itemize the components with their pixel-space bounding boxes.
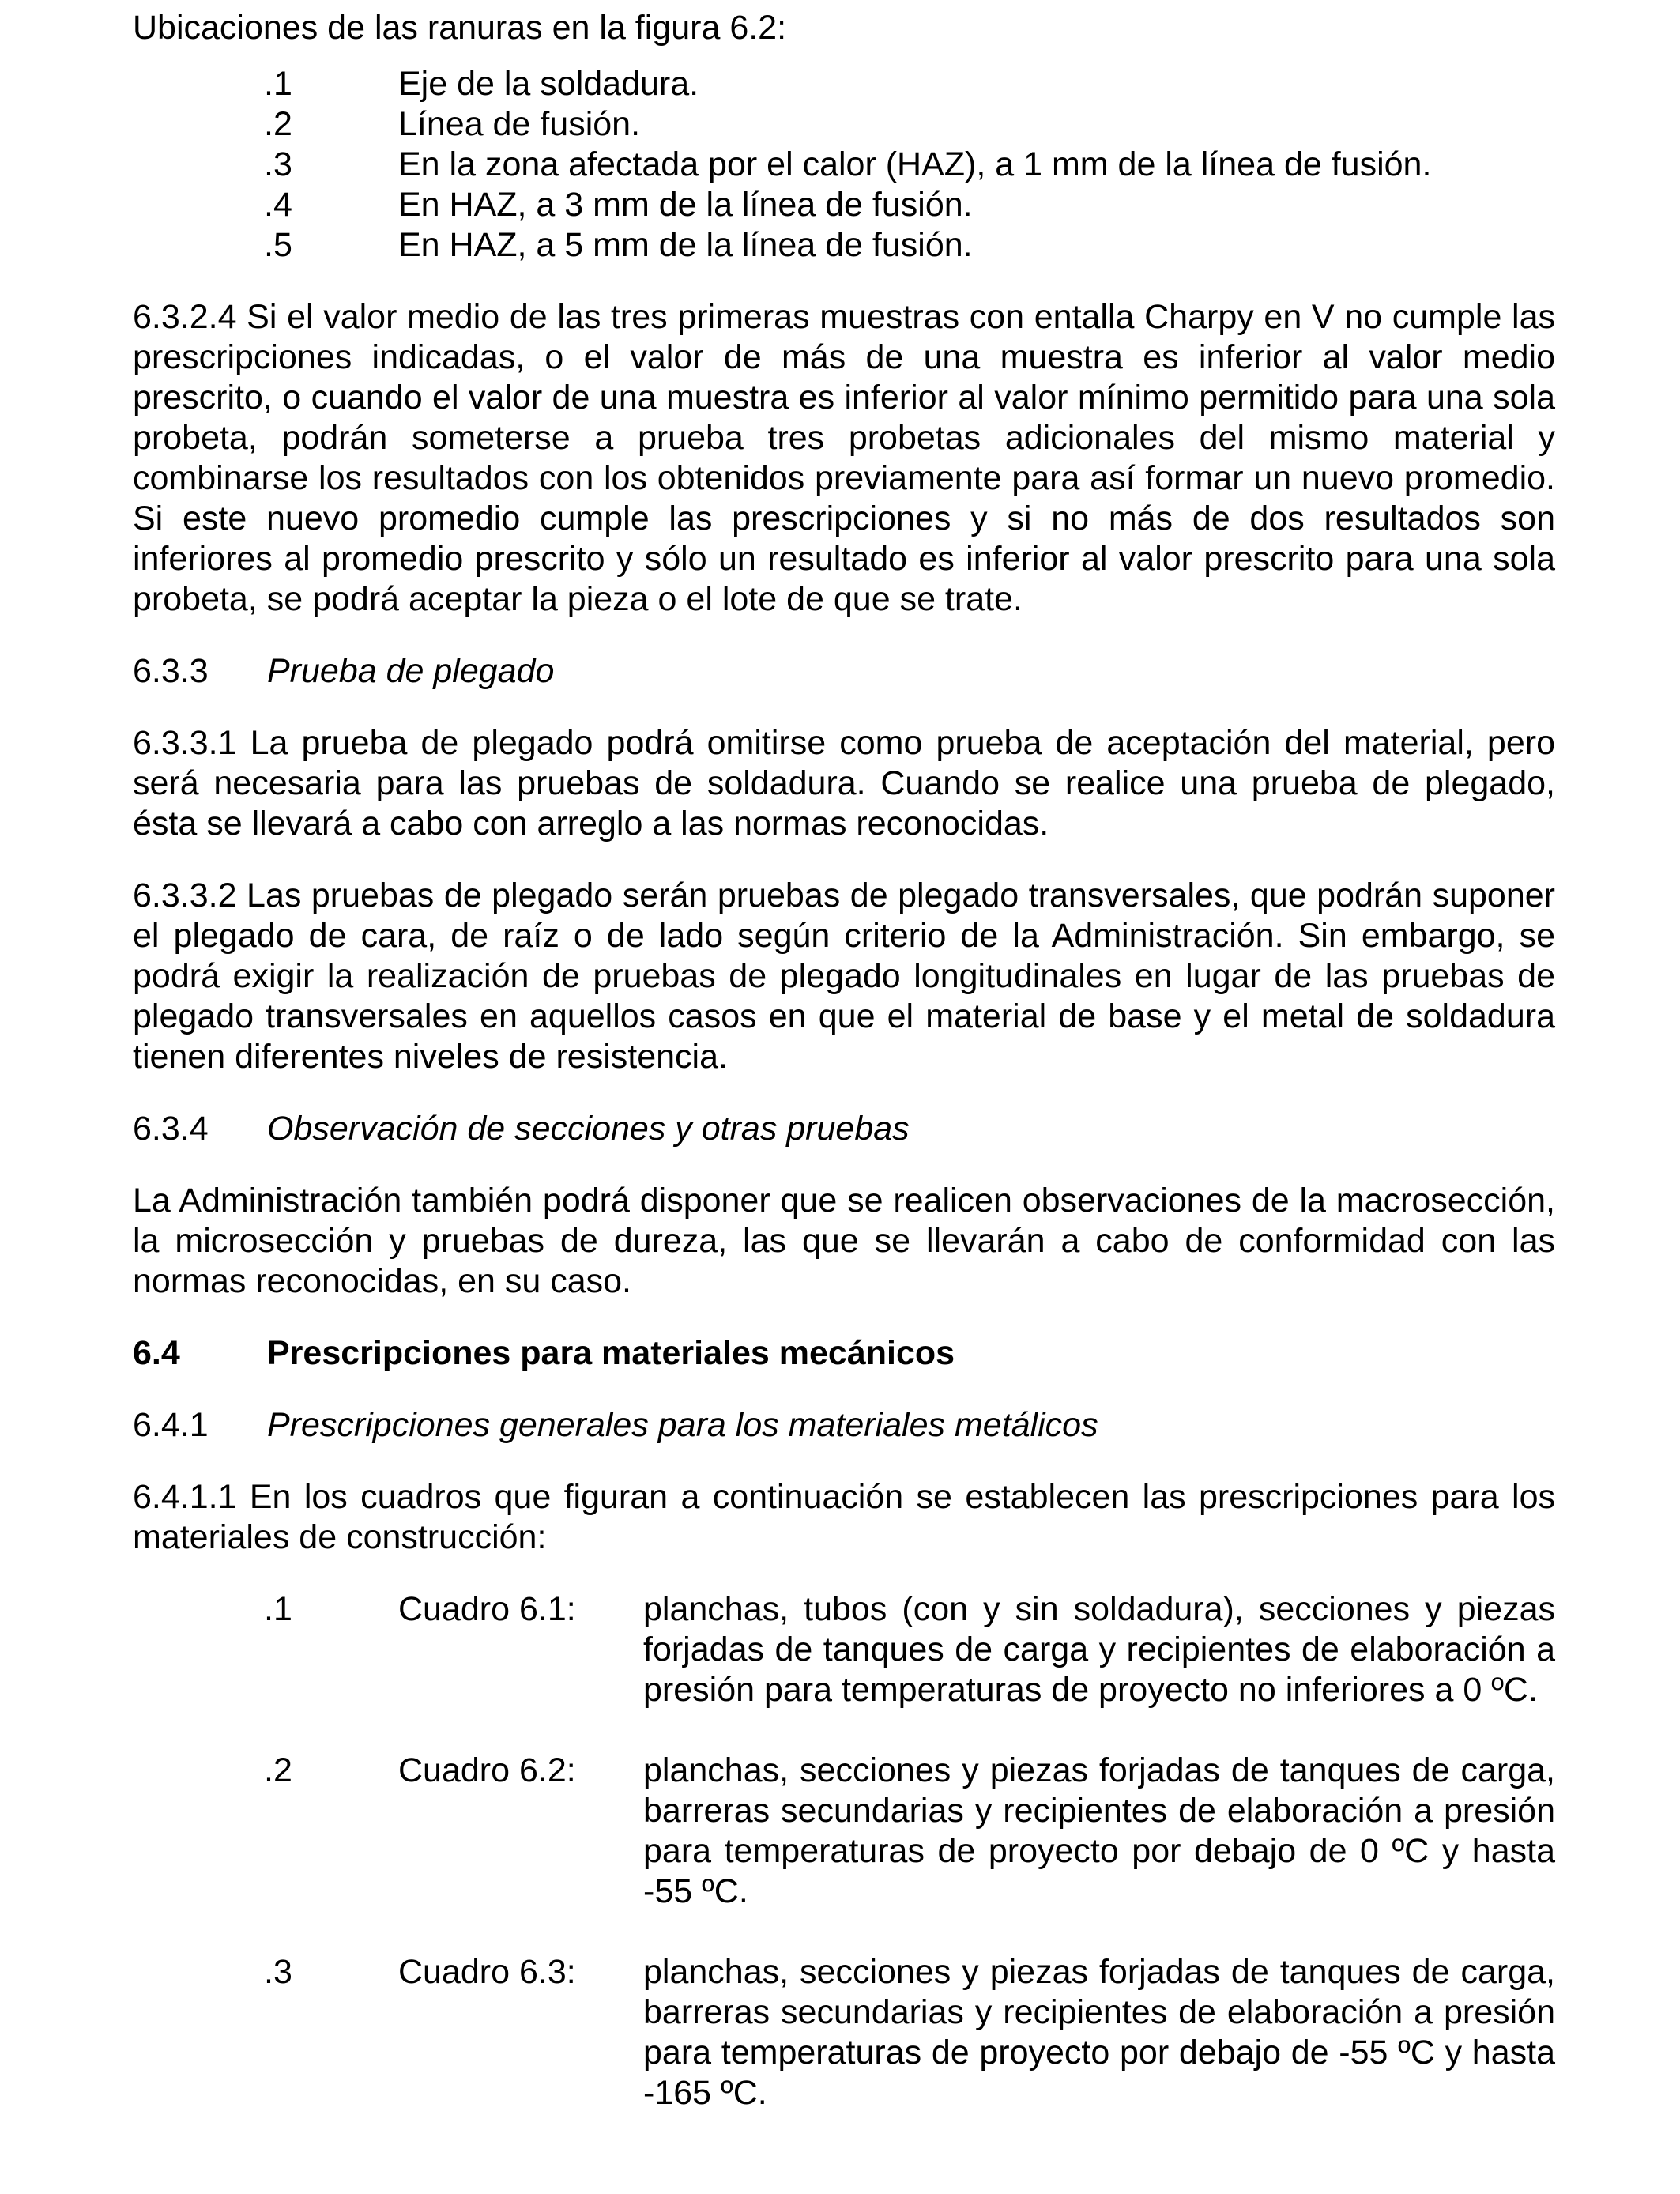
list-item-text: En HAZ, a 5 mm de la línea de fusión.	[398, 226, 973, 264]
slot-locations-list	[264, 64, 1555, 266]
heading-number: 6.3.4	[133, 1110, 209, 1148]
list-item-number: .5	[264, 226, 292, 264]
list-item-number: .1	[264, 65, 292, 103]
paragraph-6-3-3-1: 6.3.3.1 La prueba de plegado podrá omitirse como prueba de aceptación del material, pero será necesaria para las pruebas de soldadura. Cuando se realice una prueba de plegado, ésta se llevará a cabo con arreglo a las normas reconocidas.	[133, 724, 1555, 843]
list-item	[264, 104, 1555, 145]
table-description: planchas, secciones y piezas forjadas de tanques de carga, barreras secundarias y recipientes de elaboración a presión para temperaturas de proyecto por debajo de -55 ºC y hasta -165 ºC.	[643, 1953, 1555, 2112]
list-item-text: Línea de fusión.	[398, 105, 641, 143]
table-description: planchas, secciones y piezas forjadas de tanques de carga, barreras secundarias y recipientes de elaboración a presión para temperaturas de proyecto por debajo de 0 ºC y hasta -55 ºC.	[643, 1751, 1555, 1910]
list-item	[264, 1589, 1555, 1710]
list-item	[264, 145, 1555, 185]
list-item	[264, 64, 1555, 104]
heading-6-3-3	[133, 651, 1555, 692]
list-item	[264, 185, 1555, 225]
list-item-text: Eje de la soldadura.	[398, 65, 699, 103]
heading-title: Observación de secciones y otras pruebas	[267, 1110, 910, 1148]
heading-number: 6.4	[133, 1334, 180, 1372]
list-item-number: .3	[264, 1953, 292, 1991]
list-item-number: .4	[264, 186, 292, 224]
heading-number: 6.4.1	[133, 1406, 209, 1444]
paragraph-6-3-4: La Administración también podrá disponer que se realicen observaciones de la macrosección, la microsección y pruebas de dureza, las que se llevarán a cabo de conformidad con las normas reconocidas, en su caso.	[133, 1182, 1555, 1300]
heading-title: Prueba de plegado	[267, 652, 555, 690]
list-item-text: En HAZ, a 3 mm de la línea de fusión.	[398, 186, 973, 224]
list-item-number: .2	[264, 1751, 292, 1789]
table-reference: Cuadro 6.1:	[398, 1590, 576, 1628]
list-item-number: .2	[264, 105, 292, 143]
heading-title: Prescripciones generales para los materiales metálicos	[267, 1406, 1098, 1444]
list-item	[264, 225, 1555, 266]
table-reference: Cuadro 6.3:	[398, 1953, 576, 1991]
slot-locations-intro: Ubicaciones de las ranuras en la figura 6.2:	[133, 9, 787, 47]
paragraph-6-3-3-2: 6.3.3.2 Las pruebas de plegado serán pruebas de plegado transversales, que podrán suponer el plegado de cara, de raíz o de lado según criterio de la Administración. Sin embargo, se podrá exigir la realización de pruebas de plegado longitudinales en lugar de las pruebas de plegado transversales en aquellos casos en que el material de base y el metal de soldadura tienen diferentes niveles de resistencia.	[133, 876, 1555, 1076]
heading-6-4	[133, 1333, 1555, 1374]
list-item-text: En la zona afectada por el calor (HAZ), a 1 mm de la línea de fusión.	[398, 145, 1432, 183]
table-description: planchas, tubos (con y sin soldadura), secciones y piezas forjadas de tanques de carga y recipientes de elaboración a presión para temperaturas de proyecto no inferiores a 0 ºC.	[643, 1590, 1555, 1709]
table-reference: Cuadro 6.2:	[398, 1751, 576, 1789]
heading-6-4-1	[133, 1405, 1555, 1446]
heading-number: 6.3.3	[133, 652, 209, 690]
tables-list	[264, 1589, 1555, 2113]
document-page	[133, 8, 1555, 2154]
list-item	[264, 1751, 1555, 1912]
list-item	[264, 1952, 1555, 2113]
list-item-number: .3	[264, 145, 292, 183]
paragraph-6-3-2-4: 6.3.2.4 Si el valor medio de las tres primeras muestras con entalla Charpy en V no cumple las prescripciones indicadas, o el valor de más de una muestra es inferior al valor medio prescrito, o cuando el valor de una muestra es inferior al valor mínimo permitido para una sola probeta, podrán someterse a prueba tres probetas adicionales del mismo material y combinarse los resultados con los obtenidos previamente para así formar un nuevo promedio. Si este nuevo promedio cumple las prescripciones y si no más de dos resultados son inferiores al promedio prescrito y sólo un resultado es inferior al valor prescrito para una sola probeta, se podrá aceptar la pieza o el lote de que se trate.	[133, 298, 1555, 618]
paragraph-6-4-1-1: 6.4.1.1 En los cuadros que figuran a continuación se establecen las prescripciones para los materiales de construcción:	[133, 1478, 1555, 1556]
heading-6-3-4	[133, 1109, 1555, 1149]
list-item-number: .1	[264, 1590, 292, 1628]
heading-title: Prescripciones para materiales mecánicos	[267, 1334, 955, 1372]
